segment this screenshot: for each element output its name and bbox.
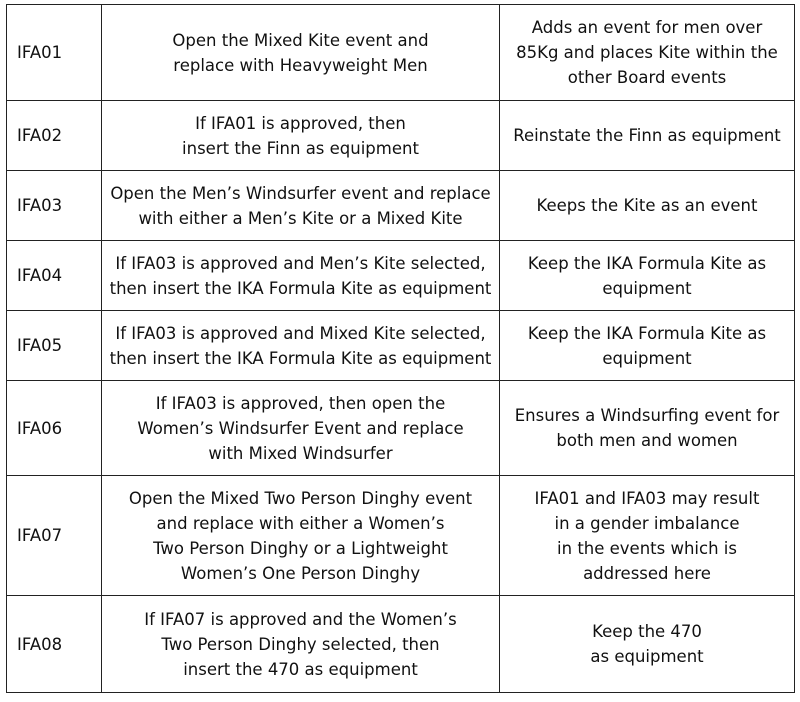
proposal-text-cell: Open the Mixed Two Person Dinghy event and replace with either a Women’s Two Person Dinghy or a Lightweight Women’s One Person Dinghy: [102, 476, 500, 596]
proposals-table: [6, 4, 795, 693]
rationale-cell: Ensures a Windsurfing event for both men and women: [500, 381, 795, 476]
proposal-text-cell: If IFA03 is approved and Mixed Kite selected, then insert the IKA Formula Kite as equipment: [102, 311, 500, 381]
rationale-cell: IFA01 and IFA03 may result in a gender imbalance in the events which is addressed here: [500, 476, 795, 596]
proposal-code-cell: IFA04: [7, 241, 102, 311]
proposal-code-cell: IFA05: [7, 311, 102, 381]
proposal-text-cell: Open the Mixed Kite event and replace with Heavyweight Men: [102, 5, 500, 101]
rationale-cell: Keep the IKA Formula Kite as equipment: [500, 311, 795, 381]
table-row: [7, 241, 795, 311]
proposal-code-cell: IFA07: [7, 476, 102, 596]
proposal-code-cell: IFA01: [7, 5, 102, 101]
proposal-text-cell: If IFA07 is approved and the Women’s Two Person Dinghy selected, then insert the 470 as equipment: [102, 596, 500, 693]
table-row: [7, 171, 795, 241]
proposal-code-cell: IFA03: [7, 171, 102, 241]
table-row: [7, 596, 795, 693]
rationale-cell: Keep the IKA Formula Kite as equipment: [500, 241, 795, 311]
table-row: [7, 476, 795, 596]
rationale-cell: Reinstate the Finn as equipment: [500, 101, 795, 171]
proposal-text-cell: If IFA01 is approved, then insert the Finn as equipment: [102, 101, 500, 171]
rationale-cell: Keep the 470 as equipment: [500, 596, 795, 693]
proposal-text-cell: If IFA03 is approved, then open the Women’s Windsurfer Event and replace with Mixed Windsurfer: [102, 381, 500, 476]
proposal-code-cell: IFA06: [7, 381, 102, 476]
proposal-code-cell: IFA08: [7, 596, 102, 693]
table-row: [7, 381, 795, 476]
table-row: [7, 311, 795, 381]
proposal-code-cell: IFA02: [7, 101, 102, 171]
rationale-cell: Keeps the Kite as an event: [500, 171, 795, 241]
table-row: [7, 5, 795, 101]
rationale-cell: Adds an event for men over 85Kg and places Kite within the other Board events: [500, 5, 795, 101]
proposal-text-cell: If IFA03 is approved and Men’s Kite selected, then insert the IKA Formula Kite as equipment: [102, 241, 500, 311]
proposal-text-cell: Open the Men’s Windsurfer event and replace with either a Men’s Kite or a Mixed Kite: [102, 171, 500, 241]
table-body: [7, 5, 795, 693]
table-row: [7, 101, 795, 171]
